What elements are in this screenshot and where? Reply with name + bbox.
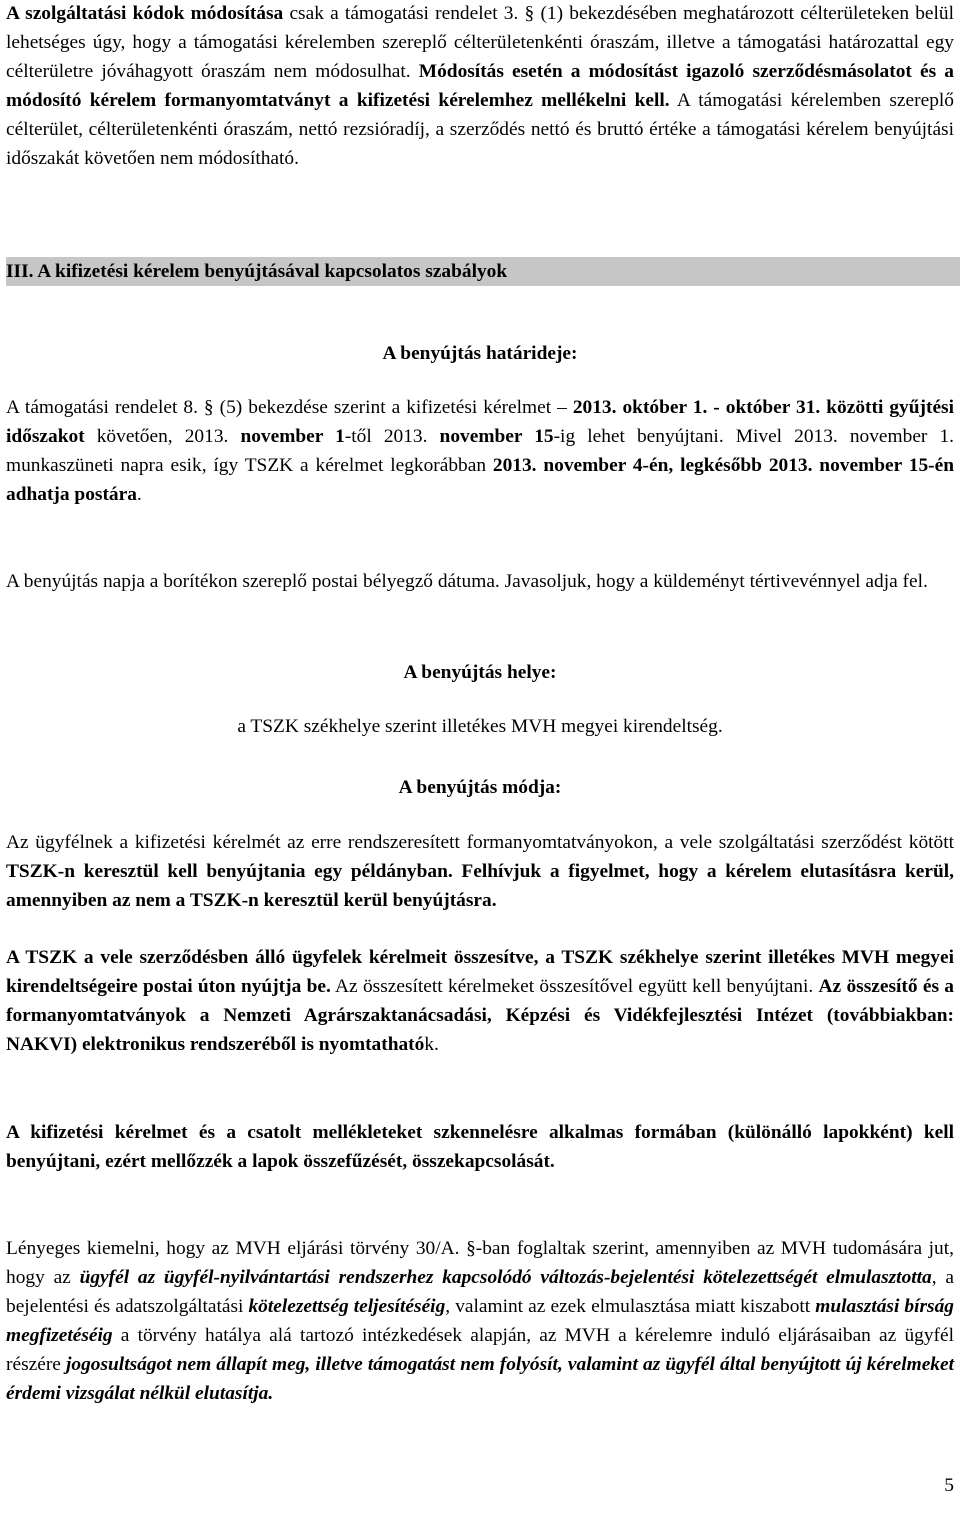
section-heading: III. A kifizetési kérelem benyújtásával kapcsolatos szabályok	[6, 261, 508, 282]
heading-deadline: A benyújtás határideje:	[382, 343, 578, 364]
paragraph-deadline: A támogatási rendelet 8. § (5) bekezdése szerint a kifizetési kérelmet – 2013. október 1. - október 31. közötti gyűjtési időszakot követően, 2013. november 1-től 2013. november 15-ig lehet benyújtani. Mivel 2013. november 1. munkaszüneti napra esik, így TSZK a kérelmet legkorábban 2013. november 4-én, legkésőbb 2013. november 15-én adhatja postára.	[6, 397, 954, 505]
paragraph-service-code-modification: A szolgáltatási kódok módosítása csak a támogatási rendelet 3. § (1) bekezdésében meghatározott célterületeken belül lehetséges úgy, hogy a támogatási kérelemben szereplő célterületenkénti óraszám, illetve a támogatási határozattal egy célterületre jóváhagyott óraszám nem módosulhat. Módosítás esetén a módosítást igazoló szerződésmásolatot és a módosító kérelem formanyomtatványt a kifizetési kérelemhez mellékelni kell. A támogatási kérelemben szereplő célterület, célterületenkénti óraszám, nettó rezsióradíj, a szerződés nettó és bruttó értéke a támogatási kérelem benyújtási időszakát követően nem módosítható.	[6, 3, 954, 169]
paragraph-method: Az ügyfélnek a kifizetési kérelmét az erre rendszeresített formanyomtatványokon, a vele szolgáltatási szerződést kötött TSZK-n keresztül kell benyújtania egy példányban. Felhívjuk a figyelmet, hogy a kérelem elutasításra kerül, amennyiben az nem a TSZK-n keresztül kerül benyújtásra.	[6, 832, 954, 911]
term-service-code-modification: A szolgáltatási kódok módosítása	[6, 3, 284, 24]
heading-method: A benyújtás módja:	[398, 777, 562, 798]
heading-place: A benyújtás helye:	[403, 662, 557, 683]
paragraph-postmark: A benyújtás napja a borítékon szereplő postai bélyegző dátuma. Javasoljuk, hogy a küldeményt tértivevénnyel adja fel.	[6, 571, 928, 592]
paragraph-scanning: A kifizetési kérelmet és a csatolt mellékleteket szkennelésre alkalmas formában (különálló lapokként) kell benyújtani, ezért mellőzzék a lapok összefűzését, összekapcsolását.	[6, 1122, 954, 1172]
place-text: a TSZK székhelye szerint illetékes MVH megyei kirendeltség.	[237, 716, 723, 737]
paragraph-mvh-law: Lényeges kiemelni, hogy az MVH eljárási törvény 30/A. §-ban foglaltak szerint, amennyiben az MVH tudomására jut, hogy az ügyfél az ügyfél-nyilvántartási rendszerhez kapcsolódó változás-bejelentési kötelezettségét elmulasztotta, a bejelentési és adatszolgáltatási kötelezettség teljesítéséig, valamint az ezek elmulasztása miatt kiszabott mulasztási bírság megfizetéséig a törvény hatálya alá tartozó intézkedések alapján, az MVH a kérelemre induló eljárásaiban az ügyfél részére jogosultságot nem állapít meg, illetve támogatást nem folyósít, valamint az ügyfél által benyújtott új kérelmeket érdemi vizsgálat nélkül elutasítja.	[6, 1238, 954, 1404]
paragraph-tszk-submission: A TSZK a vele szerződésben álló ügyfelek kérelmeit összesítve, a TSZK székhelye szerint illetékes MVH megyei kirendeltségeire postai úton nyújtja be. Az összesített kérelmeket összesítővel együtt kell benyújtani. Az összesítő és a formanyomtatványok a Nemzeti Agrárszaktanácsadási, Képzési és Vidékfejlesztési Intézet (továbbiakban: NAKVI) elektronikus rendszeréből is nyomtathatók.	[6, 947, 954, 1055]
page-number: 5	[944, 1475, 954, 1496]
